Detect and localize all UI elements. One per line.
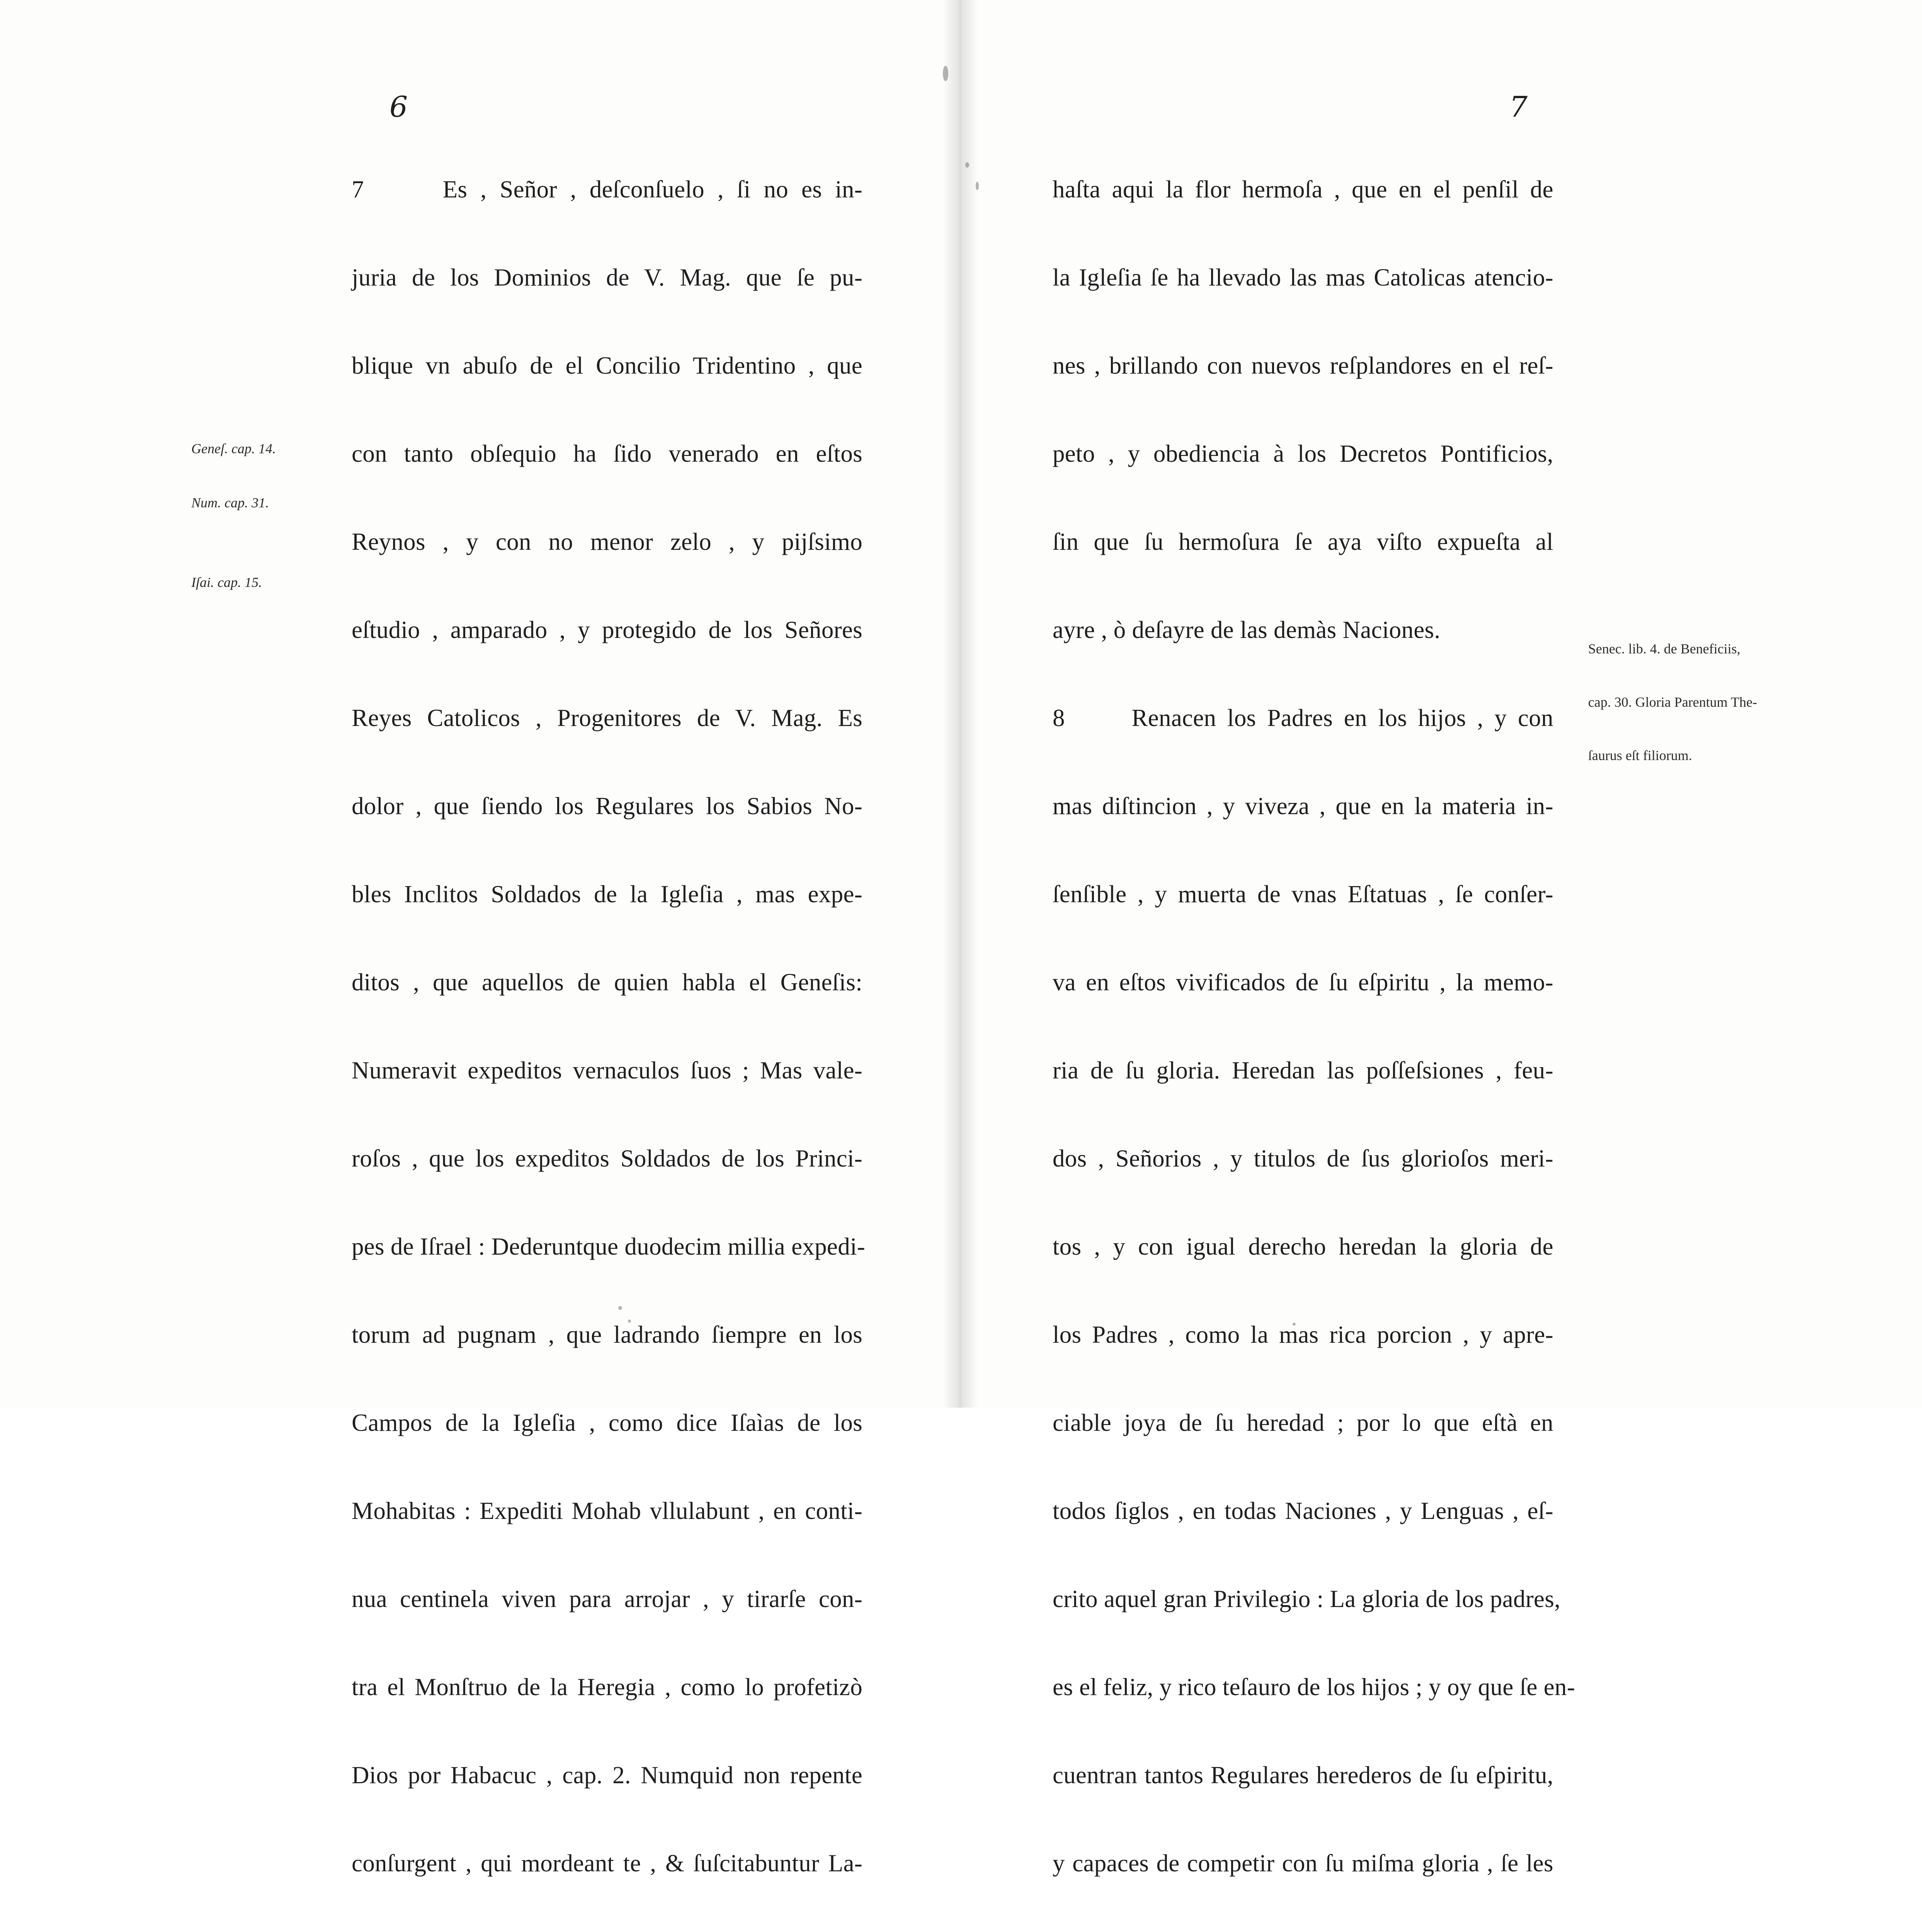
text-line: haſta aqui la flor hermoſa , que en el penſil de bbox=[1053, 176, 1553, 203]
text-line: Numeravit expeditos vernaculos ſuos ; Mas vale- bbox=[352, 1057, 862, 1084]
text-line: y capaces de competir con ſu miſma gloria , ſe les bbox=[1053, 1850, 1553, 1877]
text-line: nes , brillando con nuevos reſplandores en el reſ- bbox=[1053, 352, 1553, 379]
text-line: crito aquel gran Privilegio : La gloria de los padres, bbox=[1053, 1585, 1561, 1612]
left-page-number: 6 bbox=[390, 90, 408, 124]
text-line: tra el Monſtruo de la Heregia , como lo profetizò bbox=[352, 1673, 862, 1701]
text-line: Campos de la Igleſia , como dice Iſaìas de los bbox=[352, 1409, 862, 1436]
text-line: ayre , ò deſayre de las demàs Naciones. bbox=[1053, 616, 1441, 643]
text-line: Dios por Habacuc , cap. 2. Numquid non repente bbox=[352, 1762, 862, 1789]
side-note-numbers: Num. cap. 31. bbox=[191, 495, 269, 510]
right-page-text bbox=[1053, 116, 1575, 1932]
right-page-number: 7 bbox=[1509, 90, 1528, 124]
text-line: cuentran tantos Regulares herederos de ſu eſpiritu, bbox=[1053, 1762, 1553, 1789]
ink-speck bbox=[965, 162, 969, 168]
text-line: ria de ſu gloria. Heredan las poſſeſsiones , feu- bbox=[1053, 1057, 1553, 1084]
text-line: Reyes Catolicos , Progenitores de V. Mag. Es bbox=[352, 704, 862, 731]
left-page-text bbox=[352, 116, 866, 1932]
text-line: es el feliz, y rico teſauro de los hijos ; y oy que ſe en- bbox=[1053, 1673, 1575, 1701]
text-line: ſin que ſu hermoſura ſe aya viſto expueſta al bbox=[1053, 528, 1553, 555]
side-note-line: ſaurus eſt filiorum. bbox=[1588, 748, 1692, 763]
text-line: ditos , que aquellos de quien habla el Geneſis: bbox=[352, 969, 862, 996]
side-note-line: cap. 30. Gloria Parentum The- bbox=[1588, 694, 1757, 710]
side-note-isaiah: Iſai. cap. 15. bbox=[191, 575, 262, 590]
text-line: nua centinela viven para arrojar , y tirarſe con- bbox=[352, 1585, 862, 1612]
text-line: ciable joya de ſu heredad ; por lo que eſtà en bbox=[1053, 1409, 1553, 1436]
text-line: con tanto obſequio ha ſido venerado en eſtos bbox=[352, 440, 862, 467]
text-line: peto , y obediencia à los Decretos Pontificios, bbox=[1053, 440, 1553, 467]
text-line: Reynos , y con no menor zelo , y piјſsimo bbox=[352, 528, 862, 555]
text-line: mas diſtincion , y viveza , que en la materia in- bbox=[1053, 793, 1553, 820]
side-note-seneca bbox=[1588, 604, 1757, 800]
text-line: Mohabitas : Expediti Mohab vllulabunt , en conti- bbox=[352, 1497, 862, 1524]
side-note-line: Senec. lib. 4. de Beneficiis, bbox=[1588, 641, 1740, 656]
text-line: todos ſiglos , en todas Naciones , y Lenguas , eſ- bbox=[1053, 1497, 1553, 1524]
text-line: torum ad pugnam , que ladrando ſiempre en los bbox=[352, 1321, 862, 1348]
text-line: 8 Renacen los Padres en los hijos , y con bbox=[1053, 704, 1553, 731]
text-line: blique vn abuſo de el Concilio Tridentino , que bbox=[352, 352, 862, 379]
text-line: eſtudio , amparado , y protegido de los Señores bbox=[352, 616, 862, 643]
text-line: roſos , que los expeditos Soldados de los Princi- bbox=[352, 1145, 862, 1172]
text-line: ſenſible , y muerta de vnas Eſtatuas , ſe conſer- bbox=[1053, 881, 1553, 908]
text-line: los Padres , como la mas rica porcion , y apre- bbox=[1053, 1321, 1553, 1348]
text-line: la Igleſia ſe ha llevado las mas Catolicas atencio- bbox=[1053, 264, 1553, 291]
book-gutter bbox=[943, 0, 978, 1408]
ink-speck bbox=[943, 66, 948, 81]
text-line: pes de Iſrael : Dederuntque duodecim millia expedi- bbox=[352, 1233, 866, 1260]
ink-speck bbox=[976, 182, 979, 190]
text-line: 7 Es , Señor , deſconſuelo , ſi no es in- bbox=[352, 176, 862, 203]
text-line: bles Inclitos Soldados de la Igleſia , mas expe- bbox=[352, 881, 862, 908]
text-line: dolor , que ſiendo los Regulares los Sabios No- bbox=[352, 793, 862, 820]
text-line: tos , y con igual derecho heredan la gloria de bbox=[1053, 1233, 1553, 1260]
side-note-genesis: Geneſ. cap. 14. bbox=[191, 441, 276, 456]
text-line: juria de los Dominios de V. Mag. que ſe pu- bbox=[352, 264, 862, 291]
text-line: dos , Señorios , y titulos de ſus glorioſos meri- bbox=[1053, 1145, 1553, 1172]
text-line: conſurgent , qui mordeant te , & ſuſcitabuntur La- bbox=[352, 1850, 862, 1877]
text-line: va en eſtos vivificados de ſu eſpiritu , la memo- bbox=[1053, 969, 1553, 996]
